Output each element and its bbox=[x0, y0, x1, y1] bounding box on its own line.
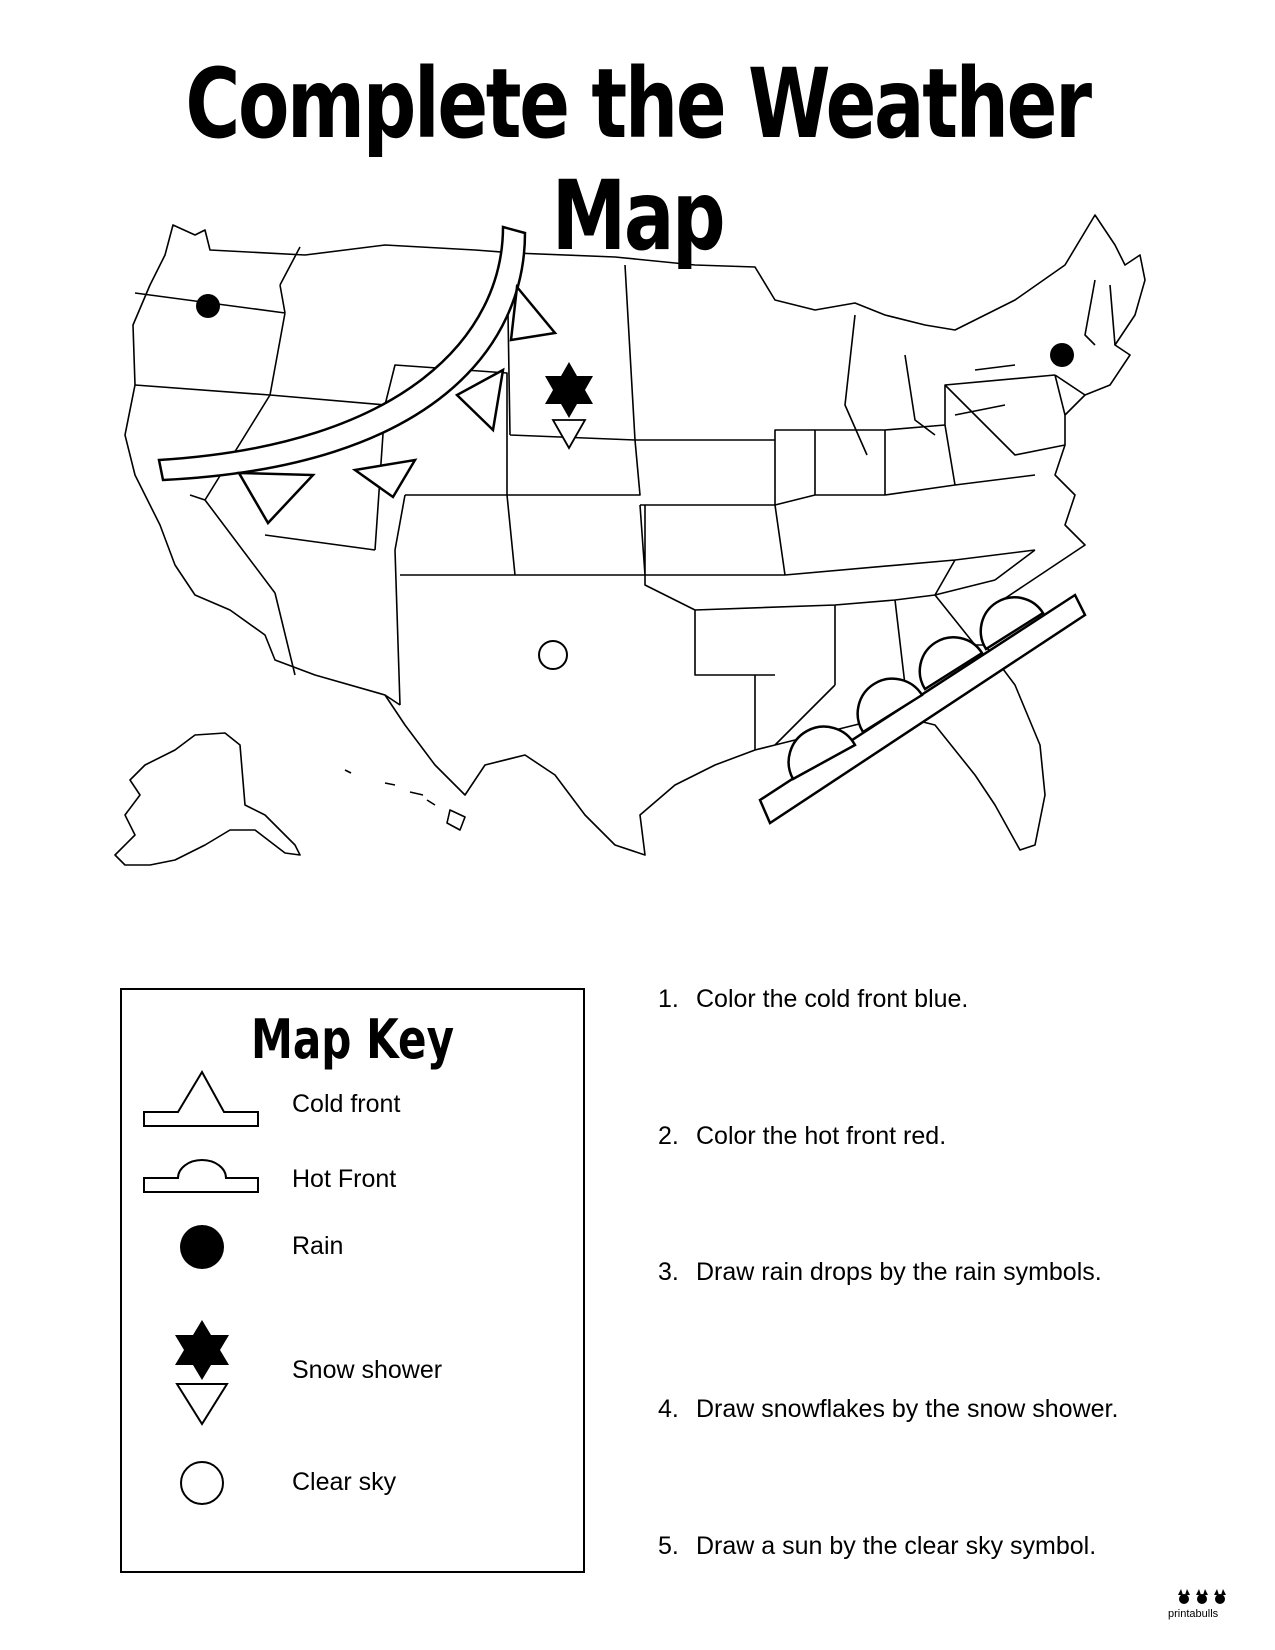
map-key-title: Map Key bbox=[250, 1008, 455, 1071]
key-label-snow-shower: Snow shower bbox=[292, 1356, 443, 1384]
instruction-5 bbox=[658, 1532, 1096, 1561]
us-outline bbox=[125, 215, 1145, 855]
page-title: Complete the Weather Map bbox=[185, 48, 1090, 272]
instruction-1 bbox=[658, 985, 968, 1014]
rain-symbol-northwest bbox=[196, 294, 220, 318]
cold-front-icon bbox=[142, 1070, 262, 1130]
great-lakes bbox=[845, 315, 1015, 455]
hot-front-icon bbox=[142, 1158, 262, 1198]
instruction-text: Draw a sun by the clear sky symbol. bbox=[696, 1532, 1097, 1560]
instruction-number: 3. bbox=[658, 1258, 679, 1286]
key-label-clear-sky: Clear sky bbox=[292, 1468, 397, 1496]
us-weather-map bbox=[55, 205, 1215, 905]
instruction-number: 5. bbox=[658, 1532, 679, 1560]
instruction-number: 2. bbox=[658, 1122, 679, 1150]
map-key bbox=[120, 988, 585, 1573]
clear-sky-symbol-on-map bbox=[539, 641, 567, 669]
hot-front-on-map bbox=[760, 595, 1085, 823]
snow-shower-symbol-on-map bbox=[545, 362, 593, 448]
instruction-2 bbox=[658, 1122, 946, 1151]
instruction-number: 1. bbox=[658, 985, 679, 1013]
instruction-text: Draw snowflakes by the snow shower. bbox=[696, 1395, 1119, 1423]
instruction-text: Color the cold front blue. bbox=[696, 985, 969, 1013]
rain-icon bbox=[177, 1222, 227, 1272]
instruction-4 bbox=[658, 1395, 1118, 1424]
hawaii-islands bbox=[345, 770, 465, 830]
instruction-number: 4. bbox=[658, 1395, 679, 1423]
clear-sky-icon bbox=[177, 1458, 227, 1508]
instruction-text: Draw rain drops by the rain symbols. bbox=[696, 1258, 1102, 1286]
instruction-text: Color the hot front red. bbox=[696, 1122, 947, 1150]
alaska-outline bbox=[115, 733, 300, 865]
brand-name: printabulls bbox=[1168, 1608, 1219, 1620]
rain-symbol-northeast bbox=[1050, 343, 1074, 367]
key-label-rain: Rain bbox=[292, 1232, 344, 1260]
key-label-cold-front: Cold front bbox=[292, 1090, 401, 1118]
snow-shower-icon bbox=[172, 1318, 232, 1428]
key-label-hot-front: Hot Front bbox=[292, 1165, 397, 1193]
instruction-3 bbox=[658, 1258, 1102, 1287]
